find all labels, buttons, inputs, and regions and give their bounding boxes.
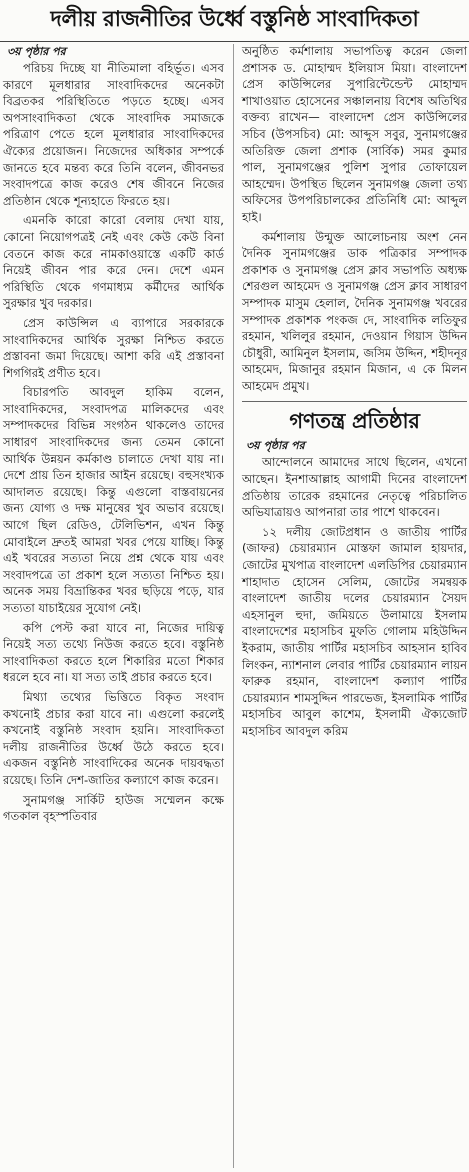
sub-headline: গণতন্ত্র প্রতিষ্ঠার	[289, 408, 420, 434]
paragraph: প্রেস কাউন্সিল এ ব্যাপারে সরকারকে সাংবাদিকদের আর্থিক সুরক্ষা নিশ্চিত করতে প্রস্তাবনা জমা দিয়েছে। আশা করি এই প্রস্তাবনা শিগগিরই প্রণীত হবে।	[3, 315, 224, 380]
column-divider	[233, 44, 234, 1168]
paragraph: ১২ দলীয় জোটপ্রধান ও জাতীয় পার্টির (জাফর) চেয়ারম্যান মোস্তফা জামাল হায়দার, জোটের মুখপাত্র বাংলাদেশ এলডিপির চেয়ারম্যান শাহাদাত হোসেন সেলিম, জোটের সমন্বয়ক বাংলাদেশ জাতীয় দলের চেয়ারম্যান সৈয়দ এহসানুল হুদা, জমিয়তে উলামায়ে ইসলাম বাংলাদেশের মহাসচিব মুফতি গোলাম মহিউদ্দিন ইকরাম, জাতীয় পার্টির মহাসচিব আহসান হাবিব লিংকন, ন্যাশনাল লেবার পার্টির চেয়ারম্যান লায়ন ফারুক রহমান, বাংলাদেশ কল্যাণ পার্টির চেয়ারম্যান শামসুদ্দিন পারভেজ, ইসলামিক পার্টির মহাসচিব আবুল কাশেম, ইসলামী ঐক্যজোট মহাসচিব আবদুল করিম	[242, 524, 467, 738]
paragraph: মিথ্যা তথ্যের ভিত্তিতে বিকৃত সংবাদ কখনোই প্রচার করা যাবে না। এগুলো করলেই কখনোই বস্তুনিষ্ঠ সংবাদ হয়নি। সাংবাদিকতা দলীয় রাজনীতির উর্ধ্বে উঠে করতে হবে। একজন বস্তুনিষ্ঠ সাংবাদিকের অনেক দায়বদ্ধতা রয়েছে। তিনি দেশ-জাতির কল্যাণে কাজ করেন।	[3, 689, 224, 787]
page-headline: দলীয় রাজনীতির উর্ধ্বে বস্তুনিষ্ঠ সাংবাদিকতা	[50, 7, 419, 32]
headline-rule	[0, 41, 469, 42]
subhead-rule	[242, 401, 467, 402]
paragraph: এমনকি কারো কারো বেলায় দেখা যায়, কোনো নিয়োগপত্রই নেই এবং কেউ কেউ বিনা বেতনে কাজ করে নামকাওয়াস্তে একটি কার্ড নিয়েই জীবন পার করে দেন। দেশে এমন পরিস্থিতি থেকে গণমাধ্যম কর্মীদের আর্থিক সুরক্ষার খুব দরকার।	[3, 213, 224, 311]
paragraph: পরিচয় দিচ্ছে যা নীতিমালা বহির্ভূত। এসব কারণে মূলধারার সাংবাদিকদের অনেকটা বিব্রতকর পরিস্থিতিতে পড়তে হচ্ছে। এসব অপসাংবাদিকতা থেকে সাংবাদিক সমাজকে পরিত্রাণ পেতে হলে মূলধারার সাংবাদিকদের ঐক্যের প্রয়োজন। নিজেদের অধিকার সম্পর্কে জানতে হবে মন্তব্য করে তিনি বলেন, জীবনভর সংবাদপত্রে কাজ করেও শেষ জীবনে নিজের প্রতিষ্ঠান থেকে শূন্যহাতে ফিরতে হয়।	[3, 61, 224, 208]
continued-label-2: ৩য় পৃষ্ঠার পর	[246, 439, 305, 453]
paragraph: সুনামগঞ্জ সার্কিট হাউজ সম্মেলন কক্ষে গতকাল বৃহস্পতিবার	[3, 792, 224, 824]
paragraph: আন্দোলনে আমাদের সাথে ছিলেন, এখনো আছেন। ইনশাআল্লাহ আগামী দিনের বাংলাদেশ প্রতিষ্ঠায় তারেক রহমানের নেতৃত্বে পরিচালিত অভিযাত্রায়ও আপনারা তার পাশে থাকবেন।	[242, 455, 467, 520]
paragraph: বিচারপতি আবদুল হাকিম বলেন, সাংবাদিকদের, সংবাদপত্র মালিকদের এবং সম্পাদকদের বিভিন্ন সংগঠন থাকলেও তাদের সাধারণ সাংবাদিকদের জন্য তেমন কোনো আর্থিক উন্নয়ন কর্মকাণ্ড চালাতে দেখা যায় না। দেশে প্রায় তিন হাজার আইন রয়েছে। বহুসংখ্যক আদালত রয়েছে। কিন্তু এগুলো বাস্তবায়নের জন্য যোগ্য ও দক্ষ মানুষের খুব অভাব রয়েছে। আগে ছিল রেডিও, টেলিভিশন, এখন কিন্তু মোবাইলে দ্রুতই আমরা খবর পেয়ে যাচ্ছি। কিন্তু এই খবরের সত্যতা নিয়ে প্রশ্ন থেকে যায় এবং সংবাদপত্রে তা প্রকাশ হলে সত্যতা নিশ্চিত হয়। অনেক সময় বিভ্রান্তিকর খবর ছড়িয়ে পড়ে, যার সত্যতা যাচাইয়ের সুযোগ নেই।	[3, 385, 224, 615]
paragraph: কর্মশালায় উন্মুক্ত আলোচনায় অংশ নেন দৈনিক সুনামগঞ্জের ডাক পত্রিকার সম্পাদক প্রকাশক ও সুনামগঞ্জ প্রেস ক্লাব সভাপতি অধ্যক্ষ শেরগুল আহমেদ ও সুনামগঞ্জ প্রেস ক্লাব সাধারণ সম্পাদক মাসুম হেলাল, দৈনিক সুনামগঞ্জ খবরের সম্পাদক প্রকাশক পংকজ দে, সাংবাদিক লতিফুর রহমান, খলিলুর রহমান, দেওয়ান গিয়াস উদ্দিন চৌধুরী, আমিনুল ইসলাম, জসিম উদ্দিন, শহীদনূর আহমেদ, মিজানুর রহমান মিজান, এ কে মিলন আহমেদ প্রমুখ।	[242, 229, 467, 393]
article-column-left	[0, 43, 228, 1169]
article-column-right	[238, 43, 469, 1169]
paragraph: অনুষ্ঠিত কর্মশালায় সভাপতিত্ব করেন জেলা প্রশাসক ড. মোহাম্মদ ইলিয়াস মিয়া। বাংলাদেশ প্রেস কাউন্সিলের সুপারিন্টেন্ডেন্ট মোহাম্মদ শাখাওয়াত হোসেনের সঞ্চালনায় বিশেষ অতিথির বক্তব্য রাখেন— বাংলাদেশ প্রেস কাউন্সিলের সচিব (উপসচিব) মো: আব্দুস সবুর, সুনামগঞ্জের অতিরিক্ত জেলা প্রশাক (সার্বিক) সমর কুমার পাল, সুনামগঞ্জের পুলিশ সুপার তোফায়েল আহম্মেদ। উপস্থিত ছিলেন সুনামগঞ্জ জেলা তথ্য অফিসের উপপরিচালকের প্রতিনিধি মো: আব্দুল হাই।	[242, 44, 467, 224]
paragraph: কপি পেস্ট করা যাবে না, নিজের দায়িত্ব নিয়েই সত্য তথ্যে নিউজ করতে হবে। বস্তুনিষ্ঠ সাংবাদিকতা করতে হলে শিকারির মতো শিকার ধরলে হবে না। যা সত্য তাই প্রচার করতে হবে।	[3, 620, 224, 685]
continued-label: ৩য় পৃষ্ঠার পর	[7, 45, 66, 58]
